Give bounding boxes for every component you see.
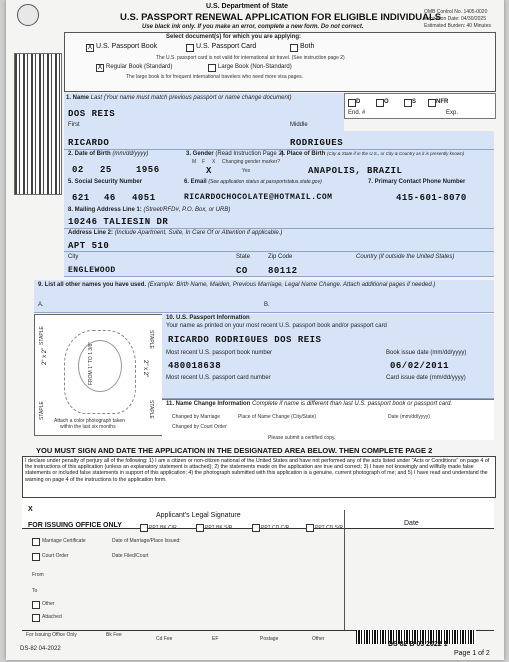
zip-label: Zip Code [268,254,293,260]
place-of-name-change: Place of Name Change (City/State) [238,414,317,420]
book-issue-date-label: Book issue date (mm/dd/yyyy) [386,350,467,356]
ppt-cd-sr-checkbox [306,524,314,532]
office-d-label: D [356,99,361,105]
large-book-note: The large book is for frequent international travelers who need more visa pages. [126,74,304,80]
form-2d-barcode [14,53,62,195]
regular-book-label: Regular Book (Standard) [106,64,173,70]
ssn-part2[interactable]: 46 [104,193,116,203]
ppt-cd-cr: PPT CD C/R [261,525,290,531]
document-heading: Select document(s) for which you are applying: [166,34,302,40]
gender-m: M [192,159,197,165]
document-selection-box [64,32,496,92]
office-o-label: O [384,99,389,105]
estimated-burden: Estimated Burden: 40 Minutes [424,23,491,29]
passport-name-value[interactable]: RICARDO RODRIGUES DOS REIS [168,335,322,345]
both-label: Both [300,43,315,50]
marriage-cert-checkbox [32,538,40,546]
office-s-checkbox [404,99,412,107]
agency-name: U.S. Department of State [206,3,289,10]
ppt-cd-sr: PPT CD S/R [315,525,343,531]
middle-name-label: Middle [290,122,308,128]
zip-value[interactable]: 80112 [268,266,298,276]
staple-right-bottom: STAPLE [148,400,154,419]
card-issue-date-label: Card issue date (mm/dd/yyyy) [386,375,466,381]
cd-fee: Cd Fee [156,636,173,642]
office-to: To [32,588,38,594]
passport-card-note: The U.S. passport card is not valid for international air travel. (See instruction page 2) [156,55,345,61]
dob-label: 2. Date of Birth (mm/dd/yyyy) [68,151,149,157]
passport-card-label: U.S. Passport Card [196,43,257,50]
first-middle-field-bg [64,131,494,150]
date-filed: Date Filed/Court [112,553,149,559]
photo-dim-left: 2" x 2" [42,347,48,365]
office-d-checkbox [348,99,356,107]
court-order: Court Order [42,553,69,559]
last-name-value[interactable]: DOS REIS [68,109,116,119]
address2-label: Address Line 2: (Include Apartment, Suite, In Care Of or Attention if applicable.) [68,230,283,236]
gender-change-question: Changing gender marker? [222,159,281,165]
passport-info-hint: Your name as printed on your most recent U.S. passport book and/or passport card [166,323,387,329]
gender-value[interactable]: X [206,166,212,176]
other-names-b: B. [264,302,270,308]
office-s-label: S [412,99,417,105]
country-label: Country (if outside the United States) [356,254,455,260]
photo-face-oval [78,340,122,392]
staple-right-top: STAPLE [148,330,154,349]
staple-left-bottom: STAPLE [39,401,45,420]
certified-copy-note: Please submit a certified copy. [268,435,336,441]
middle-name-value[interactable]: RODRIGUES [290,138,344,148]
name-change-label: 11. Name Change Information Complete if name is different than last U.S. passport book or passport card. [166,401,453,407]
both-checkbox[interactable] [290,44,298,52]
photo-caption-1: Attach a color photograph taken [54,418,125,424]
ssn-part3[interactable]: 4051 [132,193,156,203]
ppt-bk-sr: PPT BK S/R [205,525,233,531]
regular-book-checkbox[interactable]: X [97,64,103,71]
address1-label: 8. Mailing Address Line 1: (Street/RFD#, P.O. Box, or URB) [68,207,231,213]
date-of-marriage: Date of Marriage/Place Issued: [112,538,181,544]
expiration-date: Expiration Date: 04/30/2025 [424,16,486,22]
marriage-certificate: Marriage Certificate [42,538,86,544]
sign-banner: YOU MUST SIGN AND DATE THE APPLICATION IN THE DESIGNATED AREA BELOW. THEN COMPLETE PAGE 2 [36,446,433,455]
declaration-text: I declare under penalty of perjury all of the following: 1) I am a citizen or non-citizen national of the United States and have not performed any of the acts listed under "Acts or Conditions" on page 4 of the instructions of this application (unless an explanatory statement is attached); 2) the statements made on the application are true and correct; 3) I have not knowingly and willfully made false statements or included false statements in support of this application; 4) the photograph submitted with this application is a genuine, current photograph of me; and 5) I have read and understand the warning on page 4 of the instructions to the application form. [25,458,490,483]
photo-caption-2: within the last six months [60,424,116,430]
omb-number: OMB Control No. 1405-0020 [424,9,488,15]
name-label: 1. Name Last (Your name must match previous passport or name change document) [66,95,292,101]
form-id: DS-82 04-2022 [20,646,61,652]
signature-label: Applicant's Legal Signature [156,512,241,519]
phone-label: 7. Primary Contact Phone Number [368,179,466,185]
card-number-label: Most recent U.S. passport card number [166,375,271,381]
changed-by-marriage: Changed by Marriage [172,414,221,420]
office-end-label: End. # [348,110,366,116]
gender-x: X [212,159,216,165]
passport-book-checkbox[interactable]: X [87,44,93,51]
changed-by-court: Changed by Court Order [172,424,227,430]
email-value[interactable]: RICARDOCHOCOLATE@HOTMAIL.COM [184,193,333,202]
declaration-box [22,456,496,498]
office-use-top-box [344,93,496,119]
staple-left-top: STAPLE [39,326,45,345]
book-number-label: Most recent U.S. passport book number [166,350,273,356]
dob-day[interactable]: 25 [100,165,112,175]
address1-value[interactable]: 10246 TALIESIN DR [68,217,169,227]
gender-f: F [202,159,206,165]
dob-year[interactable]: 1956 [136,165,160,175]
attached-checkbox [32,614,40,622]
ef-fee: EF [212,636,219,642]
pob-value[interactable]: ANAPOLIS, BRAZIL [308,166,403,176]
office-from: From [32,572,44,578]
other-checkbox [32,601,40,609]
large-book-checkbox[interactable] [208,64,216,72]
form-subtitle: Use black ink only. If you make an error, complete a new form. Do not correct. [142,24,364,30]
passport-info-label: 10. U.S. Passport Information [166,315,250,321]
city-value[interactable]: ENGLEWOOD [68,266,116,275]
ppt-bk-cr: PPT BK C/R [149,525,177,531]
book-number-value[interactable]: 480018638 [168,361,222,371]
ppt-bk-sr-checkbox [196,524,204,532]
other-fee: Other [312,636,325,642]
office-nfr-checkbox [428,99,436,107]
book-issue-date-value[interactable]: 06/02/2011 [390,361,450,371]
ssn-label: 5. Social Security Number [68,179,143,185]
department-seal-icon [17,4,39,26]
gender-yes: Yes [242,168,251,174]
office-o-checkbox [376,99,384,107]
photo-dim-right: 2" x 2" [142,360,148,378]
name-change-date: Date (mm/dd/yyyy) [388,414,430,420]
photo-head-size: FROM 1" TO 1 3/8" [88,341,94,385]
dob-month[interactable]: 02 [72,165,84,175]
form-title: U.S. PASSPORT RENEWAL APPLICATION FOR ELIGIBLE INDIVIDUALS [120,12,442,23]
state-value[interactable]: CO [236,266,248,276]
office-attached: Attached [42,614,62,620]
first-name-label: First [68,122,80,128]
phone-value[interactable]: 415-601-8070 [396,193,467,203]
office-exp-label: Exp. [446,110,459,116]
ppt-cd-cr-checkbox [252,524,260,532]
sign-date-label: Date [404,520,419,527]
first-name-value[interactable]: RICARDO [68,138,110,148]
other-names-label: 9. List all other names you have used. (Example: Birth Name, Maiden, Previous Marriage, Legal Name Change. Attach additional pages if needed.) [38,282,436,288]
state-label: State [236,254,251,260]
passport-card-checkbox[interactable] [186,44,194,52]
address2-value[interactable]: APT 510 [68,241,110,251]
ppt-bk-cr-checkbox [140,524,148,532]
gender-label: 3. Gender (Read Instruction Page 2) [186,151,284,157]
email-label: 6. Email (See application status at passportstatus.state.gov) [184,179,322,185]
bk-fee: Bk Fee [106,632,122,638]
page-number: Page 1 of 2 [454,650,490,657]
pob-label: 4. Place of Birth (City & State if in the U.S., or City & Country as it is presently known) [280,151,465,157]
issuing-office-heading: FOR ISSUING OFFICE ONLY [28,522,122,529]
signature-x: X [28,506,33,513]
passport-form-page [6,0,504,660]
barcode-text: DS 82 B 03 2022 1 [388,641,448,648]
date-divider [344,510,345,630]
ssn-part1[interactable]: 621 [72,193,90,203]
city-label: City [68,254,79,260]
for-issuing-office-only: For Issuing Office Only [26,632,77,638]
office-other: Other [42,601,55,607]
court-order-checkbox [32,553,40,561]
passport-book-label: U.S. Passport Book [96,43,158,50]
other-names-a: A. [38,302,44,308]
postage-fee: Postage [260,636,279,642]
office-nfr-label: NFR [436,99,449,105]
large-book-label: Large Book (Non-Standard) [218,64,292,70]
